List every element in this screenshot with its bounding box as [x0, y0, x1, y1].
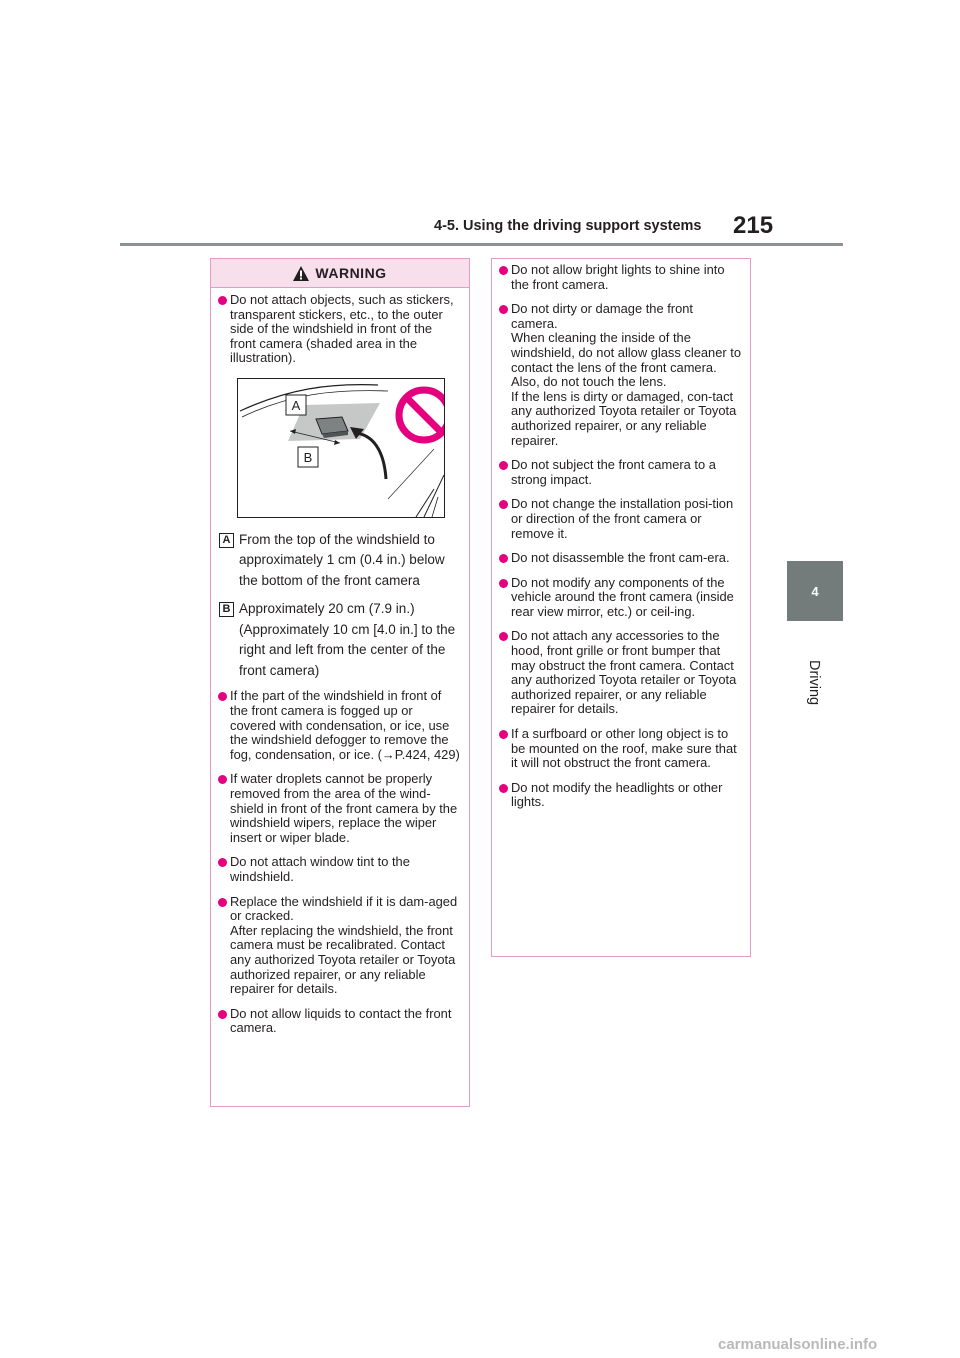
windshield-camera-illustration	[237, 378, 445, 518]
list-item-text: Do not change the installation posi-tion or direction of the front camera or remove it.	[511, 496, 734, 541]
list-item-text: Do not subject the front camera to a strong impact.	[511, 457, 716, 487]
bullet-icon	[499, 554, 508, 563]
list-item-text: Do not attach window tint to the windshield.	[230, 854, 410, 884]
list-item	[500, 458, 742, 487]
label-tag-b: B	[219, 602, 234, 617]
list-item-text: Do not modify the headlights or other lights.	[511, 779, 723, 810]
bullet-icon	[218, 898, 227, 907]
list-item	[219, 895, 461, 997]
bullet-icon	[218, 775, 227, 784]
list-item-text: If a surfboard or other long object is to be mounted on the roof, make sure that it will not obstruct the front camera.	[511, 726, 737, 771]
list-item	[219, 689, 461, 762]
list-item-text: Do not disassemble the front cam-era.	[511, 550, 730, 566]
chapter-tab	[787, 561, 843, 621]
list-item	[219, 293, 461, 366]
list-item	[500, 263, 742, 292]
list-item-text: Replace the windshield if it is dam-aged or cracked. After replacing the windshield, the front camera must be recalibrated. Contact any authorized Toyota retailer or Toyota authorized repairer, or any reliable repairer for details.	[230, 893, 458, 997]
bullet-icon	[499, 784, 508, 793]
bullet-icon	[499, 730, 508, 739]
list-item-text: If water droplets cannot be properly removed from the area of the wind-shield in front of the front camera by the windshield wipers, replace the wiper insert or wiper blade.	[230, 771, 458, 845]
illustration-label-a: A	[291, 397, 301, 413]
bullet-icon	[499, 305, 508, 314]
bullet-icon	[499, 632, 508, 641]
chapter-name: Driving	[806, 660, 822, 706]
label-text-a: From the top of the windshield to approximately 1 cm (0.4 in.) below the bottom of the front camera	[239, 531, 445, 588]
list-item	[219, 772, 461, 845]
list-item	[500, 629, 742, 717]
warning-box-left	[210, 258, 470, 1107]
list-item	[500, 576, 742, 620]
list-item-text: Do not attach any accessories to the hood, front grille or front bumper that may obstruct the front camera. Contact any authorized Toyota retailer or Toyota authorized repairer, or any reliable repairer for details.	[511, 628, 737, 717]
list-item	[500, 781, 742, 810]
label-tag-a: A	[219, 533, 234, 548]
label-description-b	[219, 599, 461, 681]
list-item	[500, 551, 742, 566]
list-item-text: Do not dirty or damage the front camera. When cleaning the inside of the windshield, do not allow glass cleaner to contact the lens of the front camera. Also, do not touch the lens. If the lens is dirty or damaged, con-tact any authorized Toyota retailer or Toyota authorized repairer, or any reliable repairer.	[511, 301, 742, 448]
list-item	[219, 1007, 461, 1036]
label-text-b: Approximately 20 cm (7.9 in.) (Approximately 10 cm [4.0 in.] to the right and left from the center of the front camera)	[239, 601, 456, 678]
warning-list-left	[219, 689, 461, 1035]
bullet-icon	[499, 266, 508, 275]
list-item	[500, 302, 742, 448]
bullet-icon	[218, 296, 227, 305]
label-description-a	[219, 530, 461, 592]
warning-title: WARNING	[315, 265, 387, 281]
illustration-label-b: B	[303, 449, 313, 465]
chapter-number: 4	[811, 583, 819, 599]
header-divider	[120, 243, 843, 246]
list-item	[500, 727, 742, 771]
bullet-icon	[499, 461, 508, 470]
list-item	[500, 497, 742, 541]
bullet-icon	[499, 579, 508, 588]
warning-box-right	[491, 258, 751, 957]
list-item	[219, 855, 461, 884]
warning-header	[211, 259, 469, 288]
warning-intro-text: Do not attach objects, such as stickers, transparent stickers, etc., to the outer side of the windshield in front of the front camera (shaded area in the illustration).	[230, 292, 454, 366]
watermark: carmanualsonline.info	[718, 1336, 878, 1353]
section-title: 4-5. Using the driving support systems	[434, 218, 702, 234]
page-number: 215	[733, 212, 774, 239]
illustration-drawing	[238, 379, 444, 517]
warning-triangle-icon	[293, 266, 309, 281]
list-item-text: Do not allow bright lights to shine into the front camera.	[511, 262, 725, 292]
list-item-text: Do not allow liquids to contact the front camera.	[230, 1005, 452, 1036]
list-item-text: Do not modify any components of the vehicle around the front camera (inside rear view mirror, etc.) or ceil-ing.	[511, 574, 734, 619]
bullet-icon	[218, 858, 227, 867]
warning-list-right	[500, 263, 742, 810]
list-item-text: If the part of the windshield in front of the front camera is fogged up or covered with condensation, or ice, use the windshield defogger to remove the fog, condensation, or ice. (→P.424, 429)	[230, 688, 460, 762]
bullet-icon	[218, 692, 227, 701]
bullet-icon	[499, 500, 508, 509]
bullet-icon	[218, 1010, 227, 1019]
